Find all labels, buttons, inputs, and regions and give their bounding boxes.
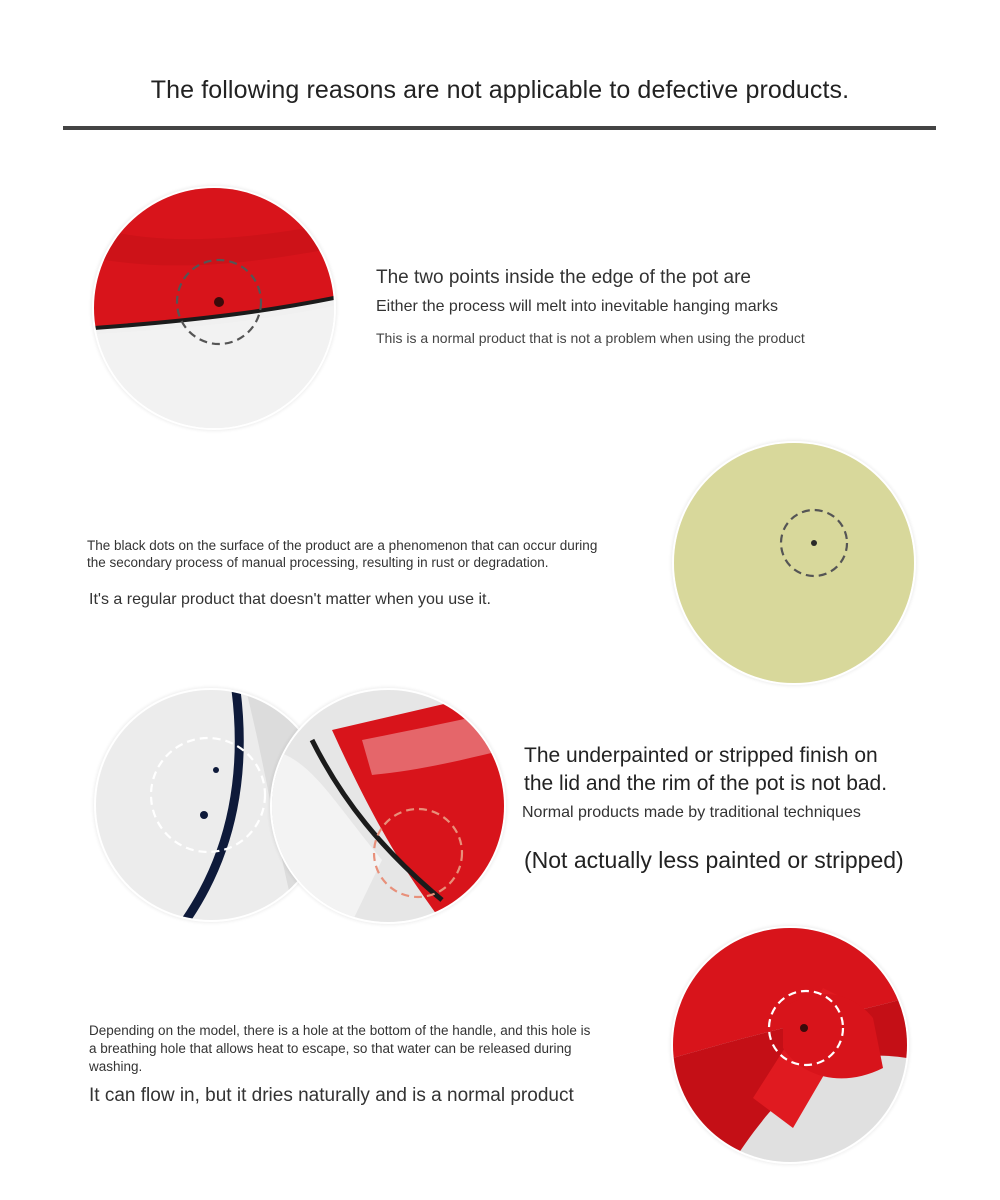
section1-line3: This is a normal product that is not a problem when using the product <box>376 330 805 346</box>
pot-rim-stripped-photo <box>272 690 504 922</box>
black-dot-surface-photo <box>674 443 914 683</box>
section3-line4: (Not actually less painted or stripped) <box>524 847 904 873</box>
section1-line2: Either the process will melt into inevitable hanging marks <box>376 298 778 315</box>
page-title: The following reasons are not applicable to defective products. <box>150 76 850 104</box>
handle-breathing-hole-photo <box>673 928 907 1162</box>
section4-line4: It can flow in, but it dries naturally and is a normal product <box>89 1085 574 1106</box>
section4-line2: a breathing hole that allows heat to escape, so that water can be released during <box>89 1041 572 1056</box>
section1-line1: The two points inside the edge of the pot are <box>376 267 751 288</box>
title-divider <box>63 126 936 130</box>
section2-line1: The black dots on the surface of the product are a phenomenon that can occur during <box>87 538 598 553</box>
section2-line2: the secondary process of manual processing, resulting in rust or degradation. <box>87 555 549 570</box>
pot-edge-hanging-mark-photo <box>94 188 334 428</box>
section3-line1: The underpainted or stripped finish on <box>524 744 878 767</box>
section4-line1: Depending on the model, there is a hole at the bottom of the handle, and this hole is <box>89 1023 591 1038</box>
section3-line3: Normal products made by traditional techniques <box>522 804 861 821</box>
section4-line3: washing. <box>89 1059 143 1074</box>
section2-line3: It's a regular product that doesn't matter when you use it. <box>89 591 491 608</box>
section3-line2: the lid and the rim of the pot is not bad. <box>524 772 888 795</box>
